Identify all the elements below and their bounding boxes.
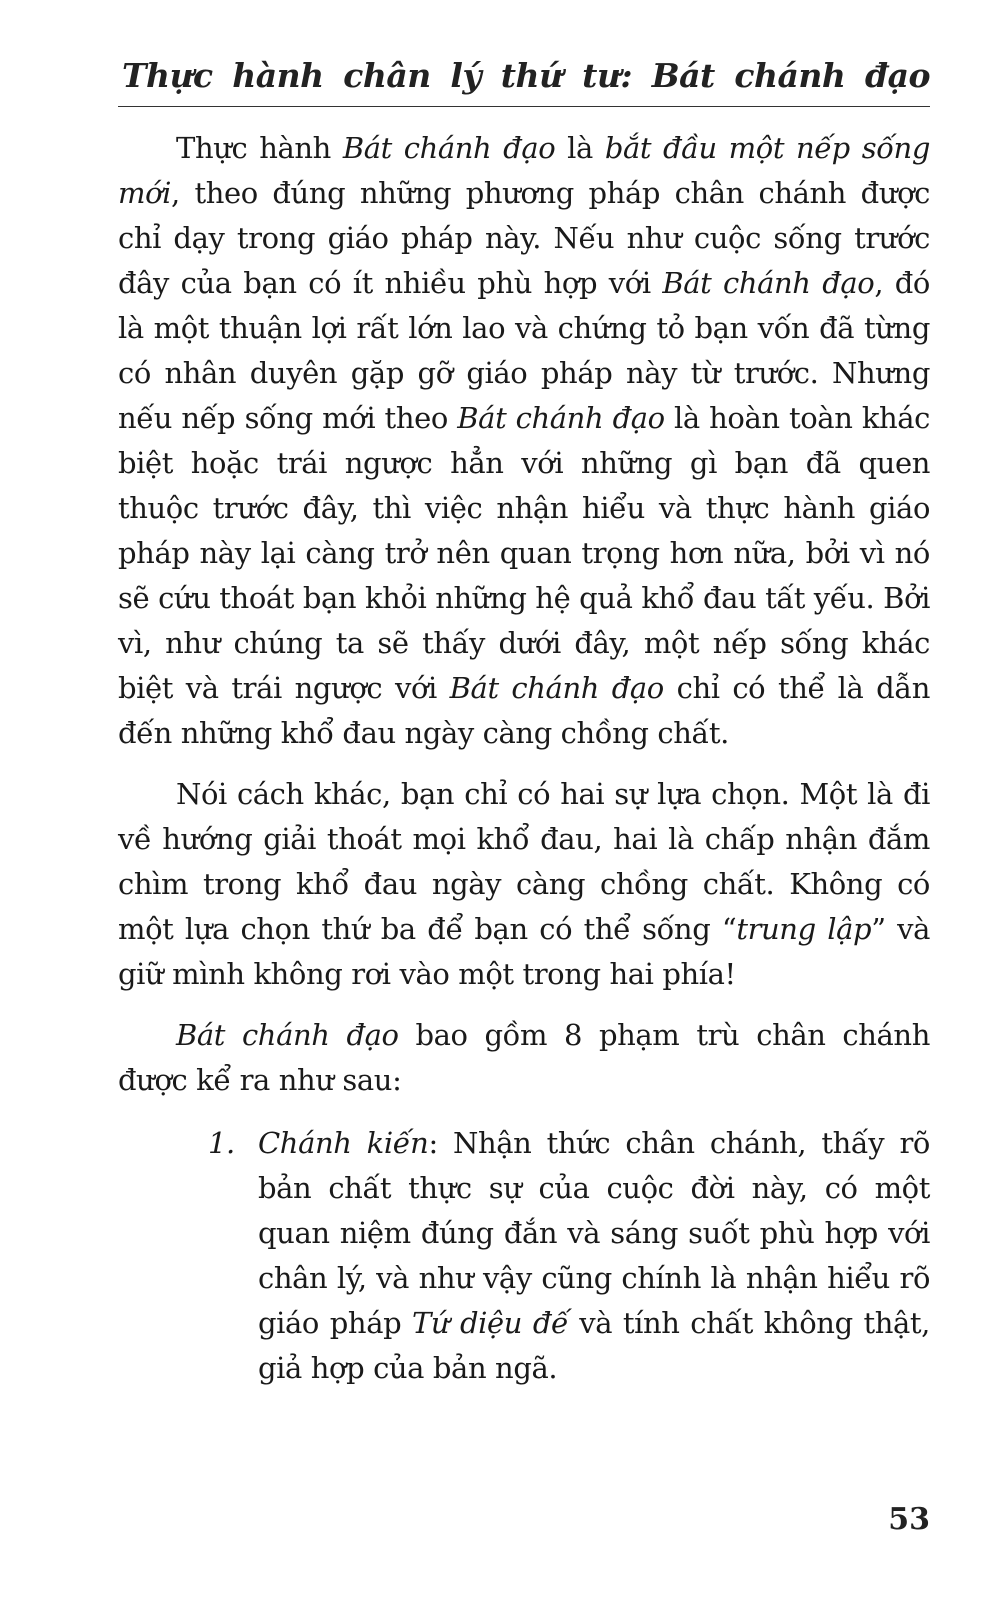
- text-segment: là hoàn toàn khác biệt hoặc trái ngược hẳn với những gì bạn đã quen thuộc trước đây, thì việc nhận hiểu và thực hành giáo pháp này lại càng trở nên quan trọng hơn nữa, bởi vì nó sẽ cứu thoát bạn khỏi những hệ quả khổ đau tất yếu. Bởi vì, như chúng ta sẽ thấy dưới đây, một nếp sống khác biệt và trái ngược với: [118, 401, 930, 705]
- text-segment: bao gồm 8 phạm trù chân chánh được kể ra như sau:: [118, 1018, 930, 1097]
- numbered-list: [118, 1121, 930, 1391]
- running-header: [118, 52, 930, 107]
- list-number: 1.: [208, 1126, 235, 1160]
- italic-term: Bát chánh đạo: [449, 671, 664, 705]
- text-segment: , đó là một thuận lợi rất lớn lao và chứng tỏ bạn vốn đã từng có nhân duyên gặp gỡ giáo pháp này từ trước. Nhưng nếu nếp sống mới theo: [118, 266, 930, 435]
- text-segment: và tính chất không thật, giả hợp của bản ngã.: [258, 1306, 931, 1385]
- paragraph-2: [118, 772, 930, 997]
- paragraph-1: [118, 126, 930, 756]
- chapter-title: Thực hành chân lý thứ tư: Bát chánh đạo: [122, 56, 930, 95]
- text-segment: : Nhận thức chân chánh, thấy rõ bản chất thực sự của cuộc đời này, có một quan niệm đúng đắn và sáng suốt phù hợp với chân lý, và như vậy cũng chính là nhận hiểu rõ giáo pháp: [258, 1126, 930, 1340]
- italic-term: Bát chánh đạo: [176, 1018, 399, 1052]
- body-text: [118, 126, 930, 1391]
- page-number: 53: [888, 1502, 930, 1537]
- text-segment: Nói cách khác, bạn chỉ có hai sự lựa chọn. Một là đi về hướng giải thoát mọi khổ đau, hai là chấp nhận đắm chìm trong khổ đau ngày càng chồng chất. Không có một lựa chọn thứ ba để bạn có thể sống “: [118, 777, 930, 946]
- text-segment: là: [555, 131, 605, 165]
- text-segment: Thực hành: [176, 131, 343, 165]
- book-page: [118, 0, 930, 1600]
- list-item: [208, 1121, 931, 1391]
- italic-term: Tứ diệu đế: [412, 1306, 569, 1340]
- text-segment: ” và giữ mình không rơi vào một trong hai phía!: [118, 912, 930, 991]
- italic-term: Bát chánh đạo: [342, 131, 556, 165]
- italic-term: Bát chánh đạo: [662, 266, 875, 300]
- italic-term: Bát chánh đạo: [457, 401, 665, 435]
- text-segment: , theo đúng những phương pháp chân chánh được chỉ dạy trong giáo pháp này. Nếu như cuộc sống trước đây của bạn có ít nhiều phù hợp với: [118, 176, 930, 300]
- italic-term: bắt đầu một nếp sống mới: [118, 131, 930, 210]
- paragraph-3: [118, 1013, 930, 1103]
- italic-term: trung lập: [736, 912, 872, 946]
- italic-term: Chánh kiến: [258, 1126, 429, 1160]
- text-segment: chỉ có thể là dẫn đến những khổ đau ngày càng chồng chất.: [118, 671, 930, 750]
